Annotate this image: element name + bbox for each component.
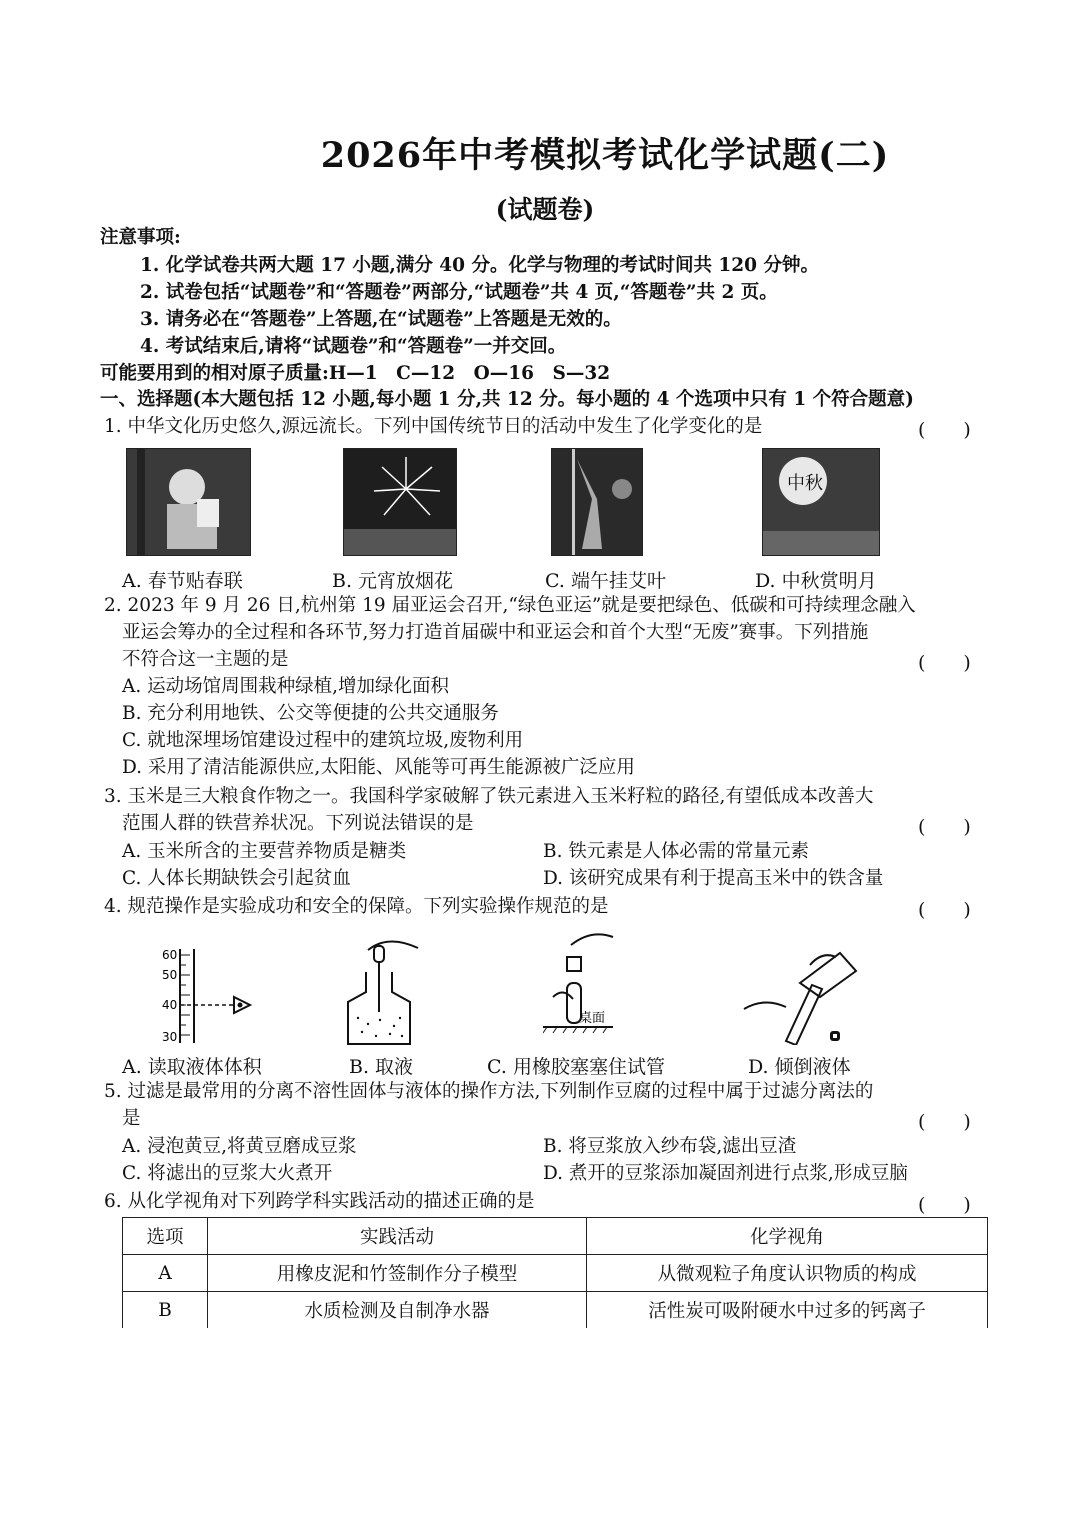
tick-label: 30: [162, 1030, 178, 1044]
option-c: C. 用橡胶塞塞住试管: [487, 1056, 665, 1078]
answer-bracket: ( ): [918, 419, 971, 441]
option-d: D. 中秋赏明月: [755, 570, 877, 592]
notice-item: 4. 考试结束后,请将“试题卷”和“答题卷”一并交回。: [140, 336, 567, 357]
option-d: D. 倾倒液体: [748, 1056, 851, 1078]
tick-label: 40: [162, 998, 178, 1012]
question-stem: 6. 从化学视角对下列跨学科实践活动的描述正确的是: [104, 1191, 535, 1212]
question-stem-line: 3. 玉米是三大粮食作物之一。我国科学家破解了铁元素进入玉米籽粒的路径,有望低成本改善大: [104, 786, 874, 807]
table-cell: A: [123, 1255, 208, 1292]
option-a: A. 读取液体体积: [122, 1056, 262, 1078]
option-c: C. 就地深埋场馆建设过程中的建筑垃圾,废物利用: [122, 730, 524, 751]
table-cell: 从微观粒子角度认识物质的构成: [587, 1255, 988, 1292]
question-stem-line: 亚运会筹办的全过程和各环节,努力打造首届碳中和亚运会和首个大型“无废”赛事。下列措施: [122, 622, 869, 643]
question-stem-line: 不符合这一主题的是: [122, 649, 289, 670]
question-stem: 1. 中华文化历史悠久,源远流长。下列中国传统节日的活动中发生了化学变化的是: [104, 416, 763, 437]
question-stem-line: 2. 2023 年 9 月 26 日,杭州第 19 届亚运会召开,“绿色亚运”就是要把绿色、低碳和可持续理念融入: [104, 595, 916, 616]
table-cell: 水质检测及自制净水器: [208, 1292, 587, 1329]
table-header-cell: 选项: [123, 1218, 208, 1255]
notice-item: 2. 试卷包括“试题卷”和“答题卷”两部分,“试题卷”共 4 页,“答题卷”共 2 页。: [140, 282, 778, 303]
table-header-cell: 实践活动: [208, 1218, 587, 1255]
dropper-diagram: [338, 932, 428, 1047]
option-b: B. 充分利用地铁、公交等便捷的公共交通服务: [122, 703, 499, 724]
table-header-row: [123, 1218, 988, 1255]
answer-bracket: ( ): [918, 899, 971, 921]
option-b: B. 铁元素是人体必需的常量元素: [543, 841, 809, 862]
option-b: B. 将豆浆放入纱布袋,滤出豆渣: [543, 1136, 797, 1157]
table-label: 桌面: [579, 1011, 606, 1026]
option-d: D. 采用了清洁能源供应,太阳能、风能等可再生能源被广泛应用: [122, 757, 635, 778]
tick-label: 60: [162, 948, 178, 962]
option-c: C. 将滤出的豆浆大火煮开: [122, 1163, 333, 1184]
question-stem-line: 5. 过滤是最常用的分离不溶性固体与液体的操作方法,下列制作豆腐的过程中属于过滤分离法的: [104, 1081, 874, 1102]
option-b: B. 取液: [349, 1056, 414, 1078]
pouring-diagram: [740, 945, 860, 1045]
notice-heading: 注意事项:: [100, 227, 181, 248]
table-cell: 用橡皮泥和竹签制作分子模型: [208, 1255, 587, 1292]
answer-bracket: ( ): [918, 652, 971, 674]
option-a: A. 玉米所含的主要营养物质是糖类: [122, 841, 407, 862]
table-header-cell: 化学视角: [587, 1218, 988, 1255]
option-d: D. 煮开的豆浆添加凝固剂进行点浆,形成豆脑: [543, 1163, 908, 1184]
answer-bracket: ( ): [918, 816, 971, 838]
table-cell: B: [123, 1292, 208, 1329]
notice-item: 1. 化学试卷共两大题 17 小题,满分 40 分。化学与物理的考试时间共 120 分钟。: [140, 255, 819, 276]
option-c: C. 人体长期缺铁会引起贫血: [122, 868, 351, 889]
tick-label: 50: [162, 968, 178, 982]
fireworks-picture: [343, 448, 457, 556]
stopper-diagram: [543, 927, 633, 1042]
option-a: A. 运动场馆周围栽种绿植,增加绿化面积: [122, 676, 450, 697]
section-heading: 一、选择题(本大题包括 12 小题,每小题 1 分,共 12 分。每小题的 4 个选项中只有 1 个符合题意): [100, 389, 914, 410]
option-d: D. 该研究成果有利于提高玉米中的铁含量: [543, 868, 884, 889]
atomic-masses: 可能要用到的相对原子质量:H—1 C—12 O—16 S—32: [100, 363, 611, 384]
moon-text: 中秋: [787, 473, 823, 494]
option-b: B. 元宵放烟花: [332, 570, 454, 592]
page-title: 2026年中考模拟考试化学试题(二): [320, 135, 890, 176]
mugwort-picture: [551, 448, 643, 556]
moon-picture: [762, 448, 880, 556]
notice-item: 3. 请务必在“答题卷”上答题,在“试题卷”上答题是无效的。: [140, 309, 622, 330]
spring-couplet-picture: [126, 448, 251, 556]
question-stem-line: 是: [122, 1108, 141, 1129]
question-stem-line: 范围人群的铁营养状况。下列说法错误的是: [122, 813, 474, 834]
page-subtitle: (试题卷): [495, 195, 595, 224]
option-c: C. 端午挂艾叶: [545, 570, 666, 592]
answer-bracket: ( ): [918, 1111, 971, 1133]
options-table: [122, 1217, 988, 1328]
table-cell: 活性炭可吸附硬水中过多的钙离子: [587, 1292, 988, 1329]
option-a: A. 浸泡黄豆,将黄豆磨成豆浆: [122, 1136, 357, 1157]
answer-bracket: ( ): [918, 1194, 971, 1216]
question-stem: 4. 规范操作是实验成功和安全的保障。下列实验操作规范的是: [104, 896, 609, 917]
table-row: [123, 1292, 988, 1329]
option-a: A. 春节贴春联: [122, 570, 243, 592]
cylinder-diagram: [150, 945, 260, 1045]
table-row: [123, 1255, 988, 1292]
